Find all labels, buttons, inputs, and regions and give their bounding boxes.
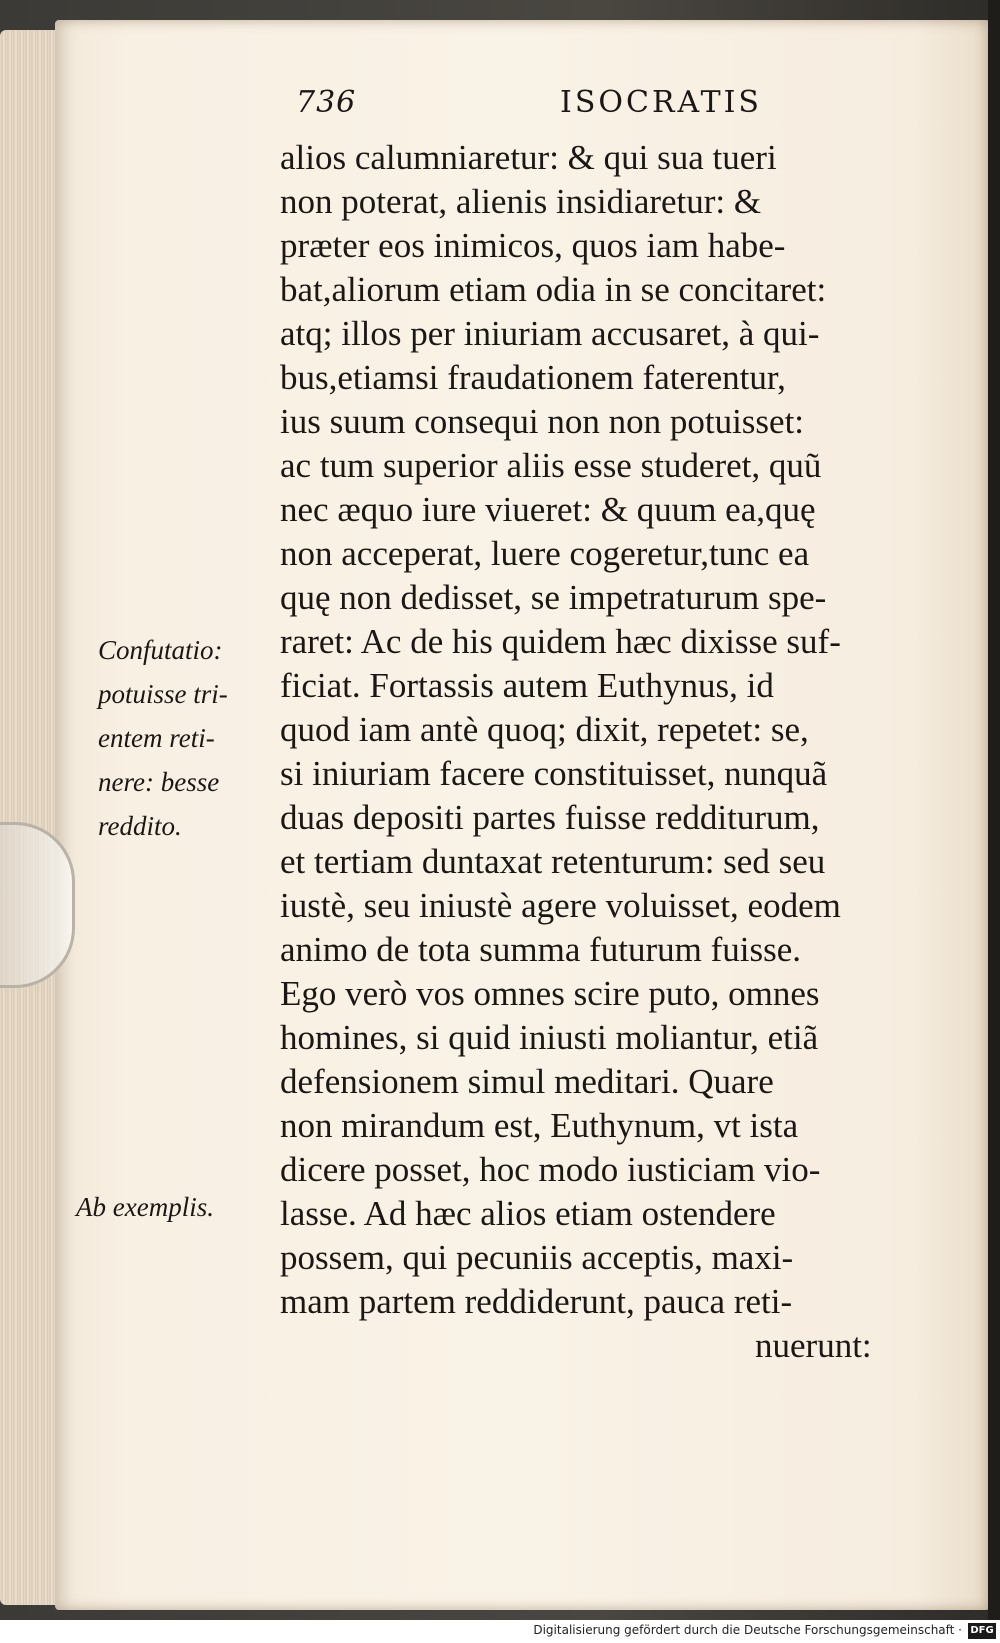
- text-line: lasse. Ad hæc alios etiam ostendere: [280, 1194, 776, 1233]
- text-line: ius suum consequi non non potuisset:: [280, 402, 805, 441]
- marginal-note-line: Confutatio:: [98, 635, 223, 665]
- text-line: non poterat, alienis insidiaretur: &: [280, 182, 762, 221]
- marginal-note-line: reddito.: [98, 811, 182, 841]
- marginal-note-line: potuisse tri-: [98, 679, 228, 709]
- text-line: bus,etiamsi fraudationem faterentur,: [280, 358, 786, 397]
- text-line: atq; illos per iniuriam accusaret, à qui-: [280, 314, 820, 353]
- text-line: quod iam antè quoq; dixit, repetet: se,: [280, 710, 809, 749]
- text-line: ficiat. Fortassis autem Euthynus, id: [280, 666, 774, 705]
- text-line: iustè, seu iniustè agere voluisset, eodem: [280, 886, 841, 925]
- text-line: alios calumniaretur: & qui sua tueri: [280, 138, 777, 177]
- marginal-note-line: entem reti-: [98, 723, 215, 753]
- text-line: nec æquo iure viueret: & quum ea,quę: [280, 490, 816, 529]
- text-line: possem, qui pecuniis acceptis, maxi-: [280, 1238, 794, 1277]
- text-line: si iniuriam facere constituisset, nunquã: [280, 754, 828, 793]
- marginal-note-confutatio: [98, 628, 228, 848]
- text-line: raret: Ac de his quidem hæc dixisse suf-: [280, 622, 841, 661]
- marginal-note-ab-exemplis: Ab exemplis.: [76, 1192, 214, 1222]
- text-line: defensionem simul meditari. Quare: [280, 1062, 774, 1101]
- running-title: ISOCRATIS: [560, 85, 762, 120]
- dfg-logo: DFG: [968, 1623, 996, 1639]
- text-line: præter eos inimicos, quos iam habe-: [280, 226, 786, 265]
- page-number: 736: [296, 85, 357, 120]
- text-line: nuerunt:: [755, 1326, 872, 1365]
- text-line: animo de tota summa futurum fuisse.: [280, 930, 802, 969]
- text-line: bat,aliorum etiam odia in se concitaret:: [280, 270, 827, 309]
- text-line: non acceperat, luere cogeretur,tunc ea: [280, 534, 810, 573]
- footer-bar: [0, 1620, 1000, 1643]
- text-line: non mirandum est, Euthynum, vt ista: [280, 1106, 799, 1145]
- text-line: duas depositi partes fuisse redditurum,: [280, 798, 820, 837]
- book-gutter: [988, 0, 1000, 1620]
- text-line: dicere posset, hoc modo iusticiam vio-: [280, 1150, 821, 1189]
- text-line: Ego verò vos omnes scire puto, omnes: [280, 974, 820, 1013]
- text-line: ac tum superior aliis esse studeret, quũ: [280, 446, 822, 485]
- marginal-note-line: nere: besse: [98, 767, 220, 797]
- body-text: [280, 136, 960, 1368]
- text-line: homines, si quid iniusti moliantur, etiã: [280, 1018, 819, 1057]
- text-line: et tertiam duntaxat retenturum: sed seu: [280, 842, 826, 881]
- funding-credit: Digitalisierung gefördert durch die Deutsche Forschungsgemeinschaft ·: [533, 1623, 962, 1637]
- text-line: mam partem reddiderunt, pauca reti-: [280, 1282, 793, 1321]
- text-line: quę non dedisset, se impetraturum spe-: [280, 578, 827, 617]
